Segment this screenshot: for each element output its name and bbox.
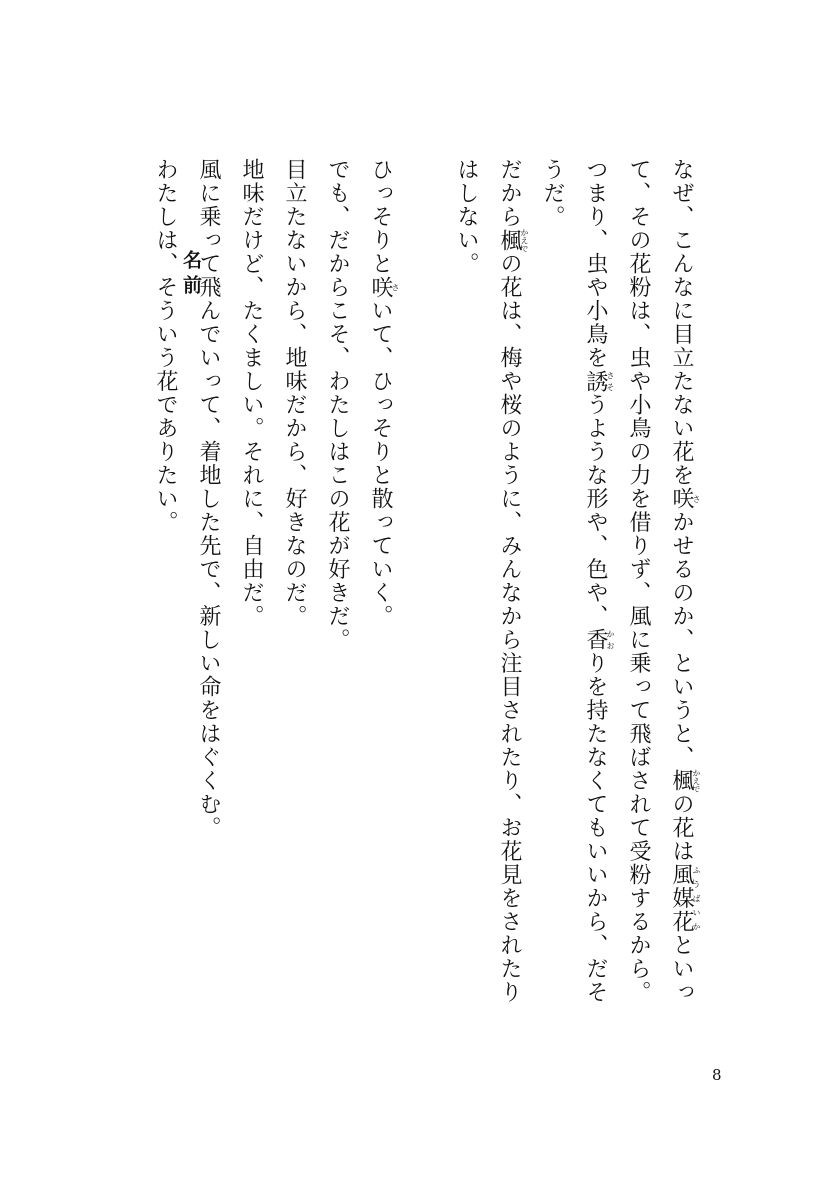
ruby-saku-1: 咲さ xyxy=(669,487,701,511)
ruby-fubaika: 風媒花ふうばいか xyxy=(669,863,701,934)
body-text xyxy=(144,158,703,1018)
ruby-kaede-2: 楓かえで xyxy=(497,228,529,253)
blank-line xyxy=(402,158,445,1018)
paragraph-1: なぜ、こんなに目立たない花を咲さかせるのか、というと、楓かえでの花は風媒花ふうばいかといって、その花粉は、虫や小鳥の力を借りず、風に乗って飛ばされて受粉するから。つまり、虫や小鳥を誘さそうような形や、色や、香かおりを持たなくてもいいから、だそうだ。 xyxy=(540,158,701,1004)
paragraph-4: でも、だからこそ、わたしはこの花が好きだ。 xyxy=(325,158,350,652)
ruby-kaori: 香かお xyxy=(583,628,615,652)
ruby-sasou: 誘さそ xyxy=(583,369,615,393)
paragraph-5: 目立たないから、地味だから、好きなのだ。 xyxy=(282,158,307,628)
page-number: 8 xyxy=(712,1066,722,1084)
paragraph-7: 風に乗って飛んでいって、着地した先で、新しい命をはぐくむ。 xyxy=(196,158,221,840)
paragraph-3: ひっそりと咲さいて、ひっそりと散っていく。 xyxy=(368,158,400,628)
paragraph-6: 地味だけど、たくましい。それに、自由だ。 xyxy=(239,158,264,628)
paragraph-2: だから楓かえでの花は、梅や桜のように、みんなから注目されたり、お花見をされたりはしない。 xyxy=(454,158,529,1004)
chapter-heading: 名前 xyxy=(180,250,202,300)
paragraph-8: わたしは、そういう花でありたい。 xyxy=(153,158,178,534)
ruby-saku-2: 咲さ xyxy=(368,275,400,299)
ruby-kaede-1: 楓かえで xyxy=(669,768,701,793)
